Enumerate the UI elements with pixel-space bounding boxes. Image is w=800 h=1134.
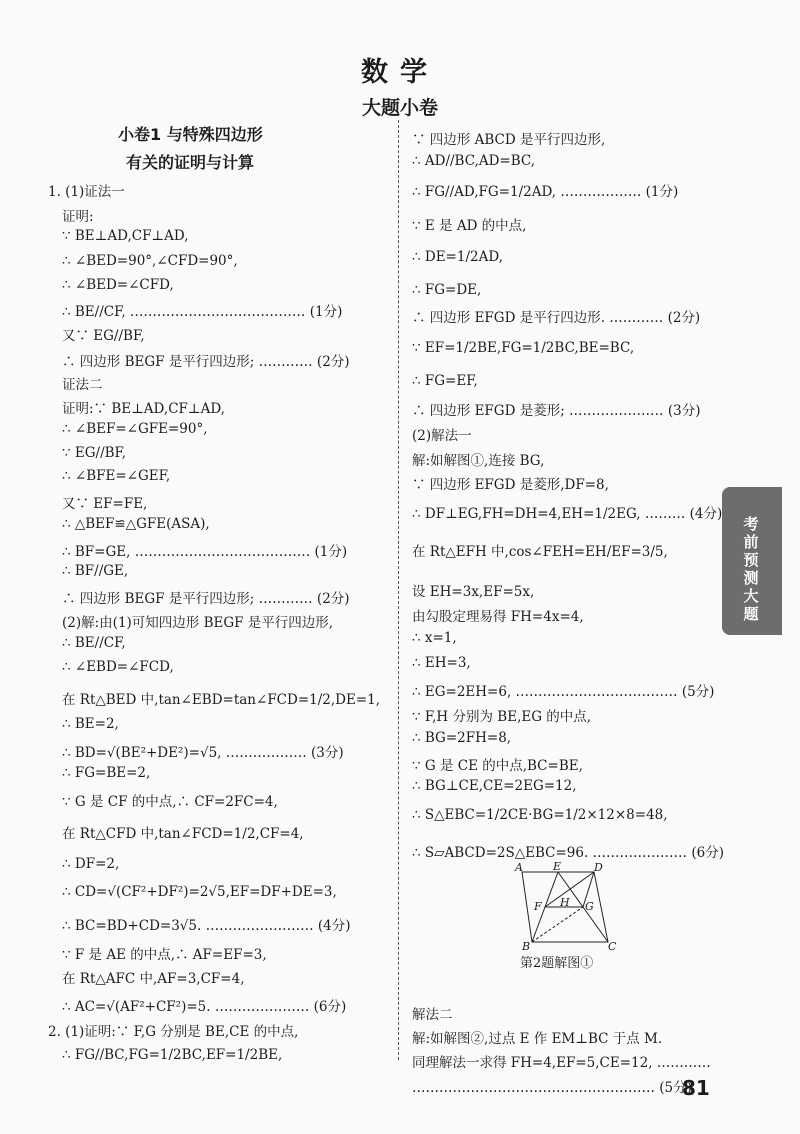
left-text-line: ∴ BF=GE, ………………………………… (1分) — [62, 544, 348, 560]
right-text-line: 由勾股定理易得 FH=4x=4, — [412, 609, 584, 625]
right-text-line: ∴ AD//BC,AD=BC, — [412, 153, 536, 169]
left-text-line: ∴ FG=BE=2, — [62, 765, 151, 781]
left-text-line: ∴ △BEF≌△GFE(ASA), — [62, 516, 210, 532]
page-title: 数学 — [361, 57, 439, 88]
left-text-line: 在 Rt△CFD 中,tan∠FCD=1/2,CF=4, — [62, 826, 304, 842]
left-text-line: 证法二 — [62, 377, 103, 393]
figure-label-g: G — [585, 900, 594, 913]
left-text-line: ∴ ∠BFE=∠GEF, — [62, 468, 171, 484]
left-text-line: ∴ BE//CF, — [62, 635, 126, 651]
left-text-line: ∴ ∠BEF=∠GFE=90°, — [62, 421, 208, 437]
left-text-line: ∴ BD=√(BE²+DE²)=√5, ……………… (3分) — [62, 745, 344, 761]
figure-label-d: D — [594, 862, 603, 874]
right-text-line: ∵ E 是 AD 的中点, — [412, 218, 527, 234]
right-text-line: ∵ EF=1/2BE,FG=1/2BC,BE=BC, — [412, 340, 635, 356]
right-text-line: ∴ FG=EF, — [412, 373, 478, 389]
left-text-line: ∵ EG//BF, — [62, 445, 127, 461]
right-text-line: ∴ S▱ABCD=2S△EBC=96. ………………… (6分) — [412, 845, 724, 861]
geometry-figure — [512, 862, 622, 952]
left-text-line: 又∵ EG//BF, — [62, 328, 145, 344]
left-text-line: ∴ ∠EBD=∠FCD, — [62, 659, 174, 675]
side-tab — [722, 487, 782, 635]
page-subtitle: 大题小卷 — [361, 97, 438, 119]
right-text-line: ∴ x=1, — [412, 630, 457, 646]
right-text-line: ∵ 四边形 ABCD 是平行四边形, — [412, 132, 606, 148]
right-text-line: ∵ F,H 分别为 BE,EG 的中点, — [412, 709, 592, 725]
figure-label-b: B — [522, 940, 531, 952]
section-heading-line1: 小卷1 与特殊四边形 — [118, 125, 263, 144]
left-text-line: (2)解:由(1)可知四边形 BEGF 是平行四边形, — [62, 615, 334, 631]
left-text-line: ∵ F 是 AE 的中点,∴ AF=EF=3, — [62, 947, 267, 963]
right-text-line: ∴ EG=2EH=6, ……………………………… (5分) — [412, 684, 715, 700]
left-text-line: ∴ CD=√(CF²+DF²)=2√5,EF=DF+DE=3, — [62, 884, 337, 900]
right-text-line: 解法二 — [412, 1007, 453, 1023]
right-text-line: ∴ 四边形 EFGD 是菱形; ………………… (3分) — [412, 403, 701, 419]
right-text-line: 设 EH=3x,EF=5x, — [412, 584, 535, 600]
section-heading-line2: 有关的证明与计算 — [126, 153, 255, 172]
right-text-line: ……………………………………………… (5分) — [412, 1080, 692, 1096]
left-text-line: 证明: — [62, 209, 94, 225]
figure-label-a: A — [515, 862, 523, 874]
left-text-line: ∴ 四边形 BEGF 是平行四边形; ………… (2分) — [62, 591, 350, 607]
page-number: 81 — [682, 1076, 710, 1100]
figure-label-e: E — [553, 862, 562, 873]
right-text-line: ∴ 四边形 EFGD 是平行四边形. ………… (2分) — [412, 310, 701, 326]
left-text-line: ∴ AC=√(AF²+CF²)=5. ………………… (6分) — [62, 999, 347, 1015]
right-text-line: ∴ BG=2FH=8, — [412, 730, 512, 746]
right-text-line: ∴ FG=DE, — [412, 282, 482, 298]
right-text-line: ∴ BG⊥CE,CE=2EG=12, — [412, 778, 577, 794]
left-text-line: ∴ 四边形 BEGF 是平行四边形; ………… (2分) — [62, 354, 350, 370]
left-text-line: ∴ ∠BED=90°,∠CFD=90°, — [62, 253, 238, 269]
right-text-line: ∵ 四边形 EFGD 是菱形,DF=8, — [412, 477, 609, 493]
right-text-line: ∴ DE=1/2AD, — [412, 249, 503, 265]
figure-caption: 第2题解图① — [520, 956, 594, 971]
figure-label-c: C — [608, 940, 617, 952]
right-text-line: 在 Rt△EFH 中,cos∠FEH=EH/EF=3/5, — [412, 544, 668, 560]
left-text-line: ∴ BF//GE, — [62, 563, 129, 579]
left-text-line: ∴ BE=2, — [62, 716, 119, 732]
left-text-line: 在 Rt△BED 中,tan∠EBD=tan∠FCD=1/2,DE=1, — [62, 692, 381, 708]
right-text-line: (2)解法一 — [412, 428, 472, 444]
left-text-line: ∴ DF=2, — [62, 856, 120, 872]
left-text-line: ∴ FG//BC,FG=1/2BC,EF=1/2BE, — [62, 1047, 283, 1063]
left-text-line: 在 Rt△AFC 中,AF=3,CF=4, — [62, 971, 245, 987]
left-text-line: 2. (1)证明:∵ F,G 分别是 BE,CE 的中点, — [48, 1024, 299, 1040]
left-text-line: ∴ BC=BD+CD=3√5. …………………… (4分) — [62, 918, 351, 934]
right-text-line: ∴ EH=3, — [412, 655, 471, 671]
figure-label-h: H — [560, 896, 570, 909]
right-text-line: ∵ G 是 CE 的中点,BC=BE, — [412, 758, 583, 774]
left-text-line: ∴ ∠BED=∠CFD, — [62, 277, 174, 293]
left-text-line: 证明:∵ BE⊥AD,CF⊥AD, — [62, 401, 225, 417]
figure-label-f: F — [534, 900, 542, 913]
right-text-line: 同理解法一求得 FH=4,EF=5,CE=12, ………… — [412, 1055, 711, 1071]
right-text-line: 解:如解图②,过点 E 作 EM⊥BC 于点 M. — [412, 1031, 663, 1047]
left-text-line: 1. (1)证法一 — [48, 184, 125, 200]
left-text-line: 又∵ EF=FE, — [62, 496, 148, 512]
left-text-line: ∵ BE⊥AD,CF⊥AD, — [62, 228, 189, 244]
column-divider — [398, 120, 399, 1060]
side-tab-label: 考前预测大题 — [743, 515, 759, 623]
right-text-line: ∴ S△EBC=1/2CE·BG=1/2×12×8=48, — [412, 807, 668, 823]
left-text-line: ∵ G 是 CF 的中点,∴ CF=2FC=4, — [62, 794, 278, 810]
right-text-line: ∴ DF⊥EG,FH=DH=4,EH=1/2EG, ……… (4分) — [412, 506, 723, 522]
right-text-line: 解:如解图①,连接 BG, — [412, 453, 545, 469]
left-text-line: ∴ BE//CF, ………………………………… (1分) — [62, 304, 343, 320]
right-text-line: ∴ FG//AD,FG=1/2AD, ……………… (1分) — [412, 184, 679, 200]
